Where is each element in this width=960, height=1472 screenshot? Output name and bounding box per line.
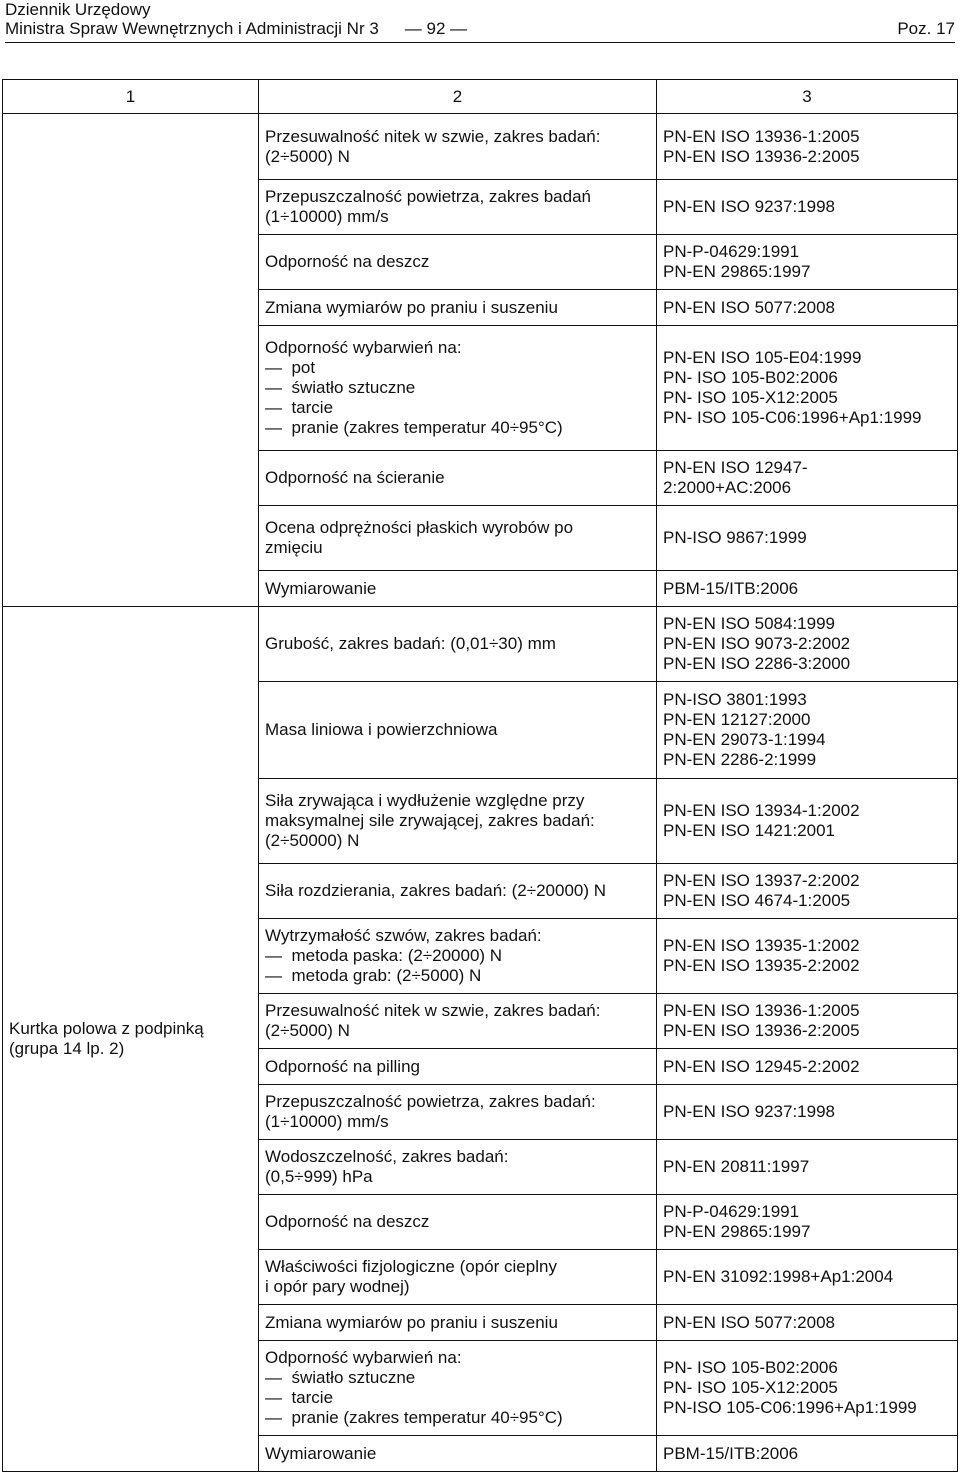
- standard-list: [663, 1437, 951, 1471]
- standard-list: [663, 1195, 951, 1249]
- parameter-line: (1÷10000) mm/s: [265, 1112, 389, 1131]
- standard-cell: [657, 919, 958, 994]
- standard-list: [663, 864, 951, 918]
- parameter-line: Grubość, zakres badań: (0,01÷30) mm: [265, 634, 556, 653]
- parameter-line: Zmiana wymiarów po praniu i suszeniu: [265, 1312, 558, 1332]
- standard-code: PN-EN ISO 105-E04:1999: [663, 348, 862, 367]
- parameter-line: maksymalnej sile zrywającej, zakres badań:: [265, 811, 595, 830]
- standard-list: [663, 235, 951, 289]
- parameter-line: (2÷50000) N: [265, 831, 360, 850]
- parameter-text: [265, 1205, 650, 1239]
- parameter-cell: [259, 506, 657, 571]
- standard-cell: [657, 1085, 958, 1140]
- standard-list: [663, 572, 951, 606]
- standard-code: PN-EN 20811:1997: [663, 1157, 810, 1176]
- parameter-subitem: — światło sztuczne: [265, 378, 650, 398]
- standard-code: PN- ISO 105-B02:2006: [663, 1358, 838, 1377]
- standard-code: PN-EN 12127:2000: [663, 710, 811, 729]
- standard-cell: [657, 1305, 958, 1341]
- standard-cell: [657, 451, 958, 506]
- parameter-cell: [259, 326, 657, 451]
- standard-code: PN-EN ISO 1421:2001: [663, 821, 835, 840]
- standard-cell: [657, 1195, 958, 1250]
- standard-cell: [657, 607, 958, 682]
- standard-list: [663, 341, 951, 435]
- parameter-cell: [259, 779, 657, 864]
- standard-code: PN-ISO 105-C06:1996+Ap1:1999: [663, 1398, 917, 1417]
- standard-list: [663, 1050, 951, 1084]
- parameter-text: [265, 572, 650, 606]
- parameter-line: Wytrzymałość szwów, zakres badań:: [265, 926, 542, 945]
- column-header-1: 1: [3, 80, 259, 114]
- item-cell: [3, 607, 259, 1472]
- parameter-text: [265, 245, 650, 279]
- parameter-cell: [259, 235, 657, 290]
- parameter-line: i opór pary wodnej): [265, 1277, 410, 1296]
- standard-code: PN-EN ISO 9237:1998: [663, 197, 835, 216]
- standard-code: PN- ISO 105-C06:1996+Ap1:1999: [663, 408, 922, 427]
- parameter-subitem: — tarcie: [265, 1388, 650, 1408]
- parameter-line: Odporność na deszcz: [265, 1212, 430, 1231]
- parameter-text: [265, 919, 650, 993]
- parameter-cell: [259, 1195, 657, 1250]
- publisher-name: Ministra Spraw Wewnętrznych i Administracji Nr 3: [5, 19, 379, 38]
- item-line: Kurtka polowa z podpinką: [9, 1019, 204, 1038]
- item-line: (grupa 14 lp. 2): [9, 1039, 125, 1058]
- parameter-text: [265, 784, 650, 858]
- parameter-cell: [259, 1049, 657, 1085]
- parameter-cell: [259, 919, 657, 994]
- parameter-text: [265, 461, 650, 495]
- standard-cell: [657, 779, 958, 864]
- standard-cell: [657, 994, 958, 1049]
- standard-list: [663, 994, 951, 1048]
- parameter-line: Przesuwalność nitek w szwie, zakres badań:: [265, 126, 601, 146]
- parameter-line: Ocena odprężności płaskich wyrobów po: [265, 518, 574, 537]
- standard-code: PN-EN 29865:1997: [663, 1222, 811, 1241]
- standard-code: PN-EN ISO 9073-2:2002: [663, 634, 851, 653]
- parameter-text: [265, 180, 650, 234]
- header-rule: [5, 42, 955, 43]
- parameter-subitem: — metoda paska: (2÷20000) N: [265, 946, 650, 966]
- table-row: [3, 114, 958, 180]
- parameter-cell: [259, 1140, 657, 1195]
- parameter-line: Odporność wybarwień na:: [265, 1348, 462, 1367]
- standard-code: PN-ISO 3801:1993: [663, 690, 807, 709]
- standard-code: 2:2000+AC:2006: [663, 478, 792, 497]
- standards-table: [2, 79, 958, 1472]
- parameter-line: (0,5÷999) hPa: [265, 1167, 373, 1186]
- parameter-text: [265, 1250, 650, 1304]
- standard-cell: [657, 1049, 958, 1085]
- standard-code: PN-EN ISO 13936-1:2005: [663, 1001, 860, 1020]
- parameter-subitem: — światło sztuczne: [265, 1368, 650, 1388]
- standard-code: PN-EN ISO 13936-2:2005: [663, 1021, 860, 1040]
- table-body: [3, 114, 958, 1472]
- parameter-line: Siła rozdzierania, zakres badań: (2÷20000) N: [265, 881, 607, 900]
- standard-code: PN-EN 31092:1998+Ap1:2004: [663, 1267, 894, 1286]
- parameter-subitem: — pranie (zakres temperatur 40÷95°C): [265, 1408, 650, 1428]
- column-header-3: 3: [657, 80, 958, 114]
- standard-code: PN-EN ISO 5077:2008: [663, 297, 835, 317]
- standard-code: PN-EN 29865:1997: [663, 262, 811, 281]
- standard-cell: [657, 1140, 958, 1195]
- parameter-cell: [259, 682, 657, 779]
- parameter-text: [265, 713, 650, 747]
- standard-code: PN-EN ISO 13935-2:2002: [663, 956, 860, 975]
- standard-list: [663, 120, 951, 174]
- standard-code: PN-EN 29073-1:1994: [663, 730, 826, 749]
- standard-code: PN-EN ISO 12947-: [663, 458, 808, 477]
- standard-code: PN-EN ISO 5084:1999: [663, 614, 835, 633]
- parameter-cell: [259, 1436, 657, 1472]
- standard-code: PN- ISO 105-B02:2006: [663, 368, 838, 387]
- parameter-line: Przepuszczalność powietrza, zakres badań:: [265, 1092, 596, 1111]
- parameter-cell: [259, 1305, 657, 1341]
- standard-list: [663, 521, 951, 555]
- standard-code: PN-EN ISO 2286-3:2000: [663, 654, 851, 673]
- standard-cell: [657, 1436, 958, 1472]
- parameter-text: [265, 627, 650, 661]
- standard-list: [663, 929, 951, 983]
- item-cell: [3, 114, 259, 607]
- standard-list: [663, 451, 951, 505]
- parameter-line: Wymiarowanie: [265, 578, 377, 598]
- standard-code: PBM-15/ITB:2006: [663, 578, 799, 598]
- standard-list: [663, 291, 951, 325]
- parameter-line: Siła zrywająca i wydłużenie względne przy: [265, 791, 585, 810]
- parameter-cell: [259, 1250, 657, 1305]
- parameter-text: [265, 511, 650, 565]
- parameter-line: Odporność na ścieranie: [265, 468, 445, 487]
- standard-list: [663, 190, 951, 224]
- standard-cell: [657, 326, 958, 451]
- parameter-cell: [259, 994, 657, 1049]
- standard-list: [663, 1351, 951, 1425]
- parameter-subitem: — tarcie: [265, 398, 650, 418]
- parameter-line: Masa liniowa i powierzchniowa: [265, 720, 498, 739]
- standard-code: PN-EN ISO 13934-1:2002: [663, 801, 860, 820]
- parameter-text: [265, 874, 650, 908]
- parameter-line: Wodoszczelność, zakres badań:: [265, 1147, 509, 1166]
- standard-cell: [657, 180, 958, 235]
- standard-code: PN-EN 2286-2:1999: [663, 750, 817, 769]
- parameter-line: Odporność na pilling: [265, 1056, 420, 1076]
- standard-code: PN- ISO 105-X12:2005: [663, 1378, 838, 1397]
- parameter-line: Wymiarowanie: [265, 1443, 377, 1463]
- parameter-text: [265, 1341, 650, 1435]
- parameter-subitem: — pot: [265, 358, 650, 378]
- standard-cell: [657, 682, 958, 779]
- parameter-line: Przesuwalność nitek w szwie, zakres badań:: [265, 1001, 601, 1020]
- table-header-row: [3, 80, 958, 114]
- parameter-cell: [259, 290, 657, 326]
- header-line-2: [5, 19, 467, 38]
- parameter-cell: [259, 180, 657, 235]
- parameter-line: zmięciu: [265, 538, 323, 557]
- position-number: Poz. 17: [897, 19, 955, 38]
- standard-cell: [657, 1341, 958, 1436]
- standard-list: [663, 1260, 951, 1294]
- standard-cell: [657, 571, 958, 607]
- parameter-text: [265, 291, 650, 325]
- standard-code: PN-EN ISO 13936-2:2005: [663, 146, 860, 166]
- parameter-text: [265, 1437, 650, 1471]
- parameter-line: Właściwości fizjologiczne (opór cieplny: [265, 1257, 557, 1276]
- standard-code: PN-ISO 9867:1999: [663, 528, 807, 547]
- standard-code: PN-EN ISO 13936-1:2005: [663, 126, 860, 146]
- standard-code: PN-P-04629:1991: [663, 1202, 800, 1221]
- standard-code: PN-P-04629:1991: [663, 242, 800, 261]
- parameter-text: [265, 1140, 650, 1194]
- standard-cell: [657, 114, 958, 180]
- parameter-cell: [259, 451, 657, 506]
- parameter-cell: [259, 1341, 657, 1436]
- parameter-cell: [259, 1085, 657, 1140]
- standard-list: [663, 1306, 951, 1340]
- standard-code: PN-EN ISO 13937-2:2002: [663, 871, 860, 890]
- parameter-line: Odporność wybarwień na:: [265, 338, 462, 357]
- standard-list: [663, 794, 951, 848]
- parameter-line: Odporność na deszcz: [265, 252, 430, 271]
- standard-cell: [657, 506, 958, 571]
- standard-code: PN-EN ISO 12945-2:2002: [663, 1056, 860, 1076]
- standard-code: PN-EN ISO 4674-1:2005: [663, 891, 851, 910]
- standard-list: [663, 1150, 951, 1184]
- column-header-2: 2: [259, 80, 657, 114]
- parameter-line: Zmiana wymiarów po praniu i suszeniu: [265, 297, 558, 317]
- parameter-subitem: — metoda grab: (2÷5000) N: [265, 966, 650, 986]
- table-row: [3, 607, 958, 682]
- page-number: — 92 —: [404, 19, 468, 38]
- parameter-subitem: — pranie (zakres temperatur 40÷95°C): [265, 418, 650, 438]
- parameter-cell: [259, 607, 657, 682]
- standard-list: [663, 683, 951, 777]
- standard-list: [663, 607, 951, 681]
- standard-code: PN-EN ISO 9237:1998: [663, 1102, 835, 1121]
- parameter-text: [265, 120, 650, 174]
- standard-cell: [657, 235, 958, 290]
- parameter-text: [265, 1306, 650, 1340]
- standard-code: PN- ISO 105-X12:2005: [663, 388, 838, 407]
- standard-cell: [657, 1250, 958, 1305]
- parameter-line: (1÷10000) mm/s: [265, 207, 389, 226]
- parameter-text: [265, 994, 650, 1048]
- parameter-line: Przepuszczalność powietrza, zakres badań: [265, 187, 591, 206]
- parameter-cell: [259, 114, 657, 180]
- journal-name: Dziennik Urzędowy: [5, 0, 151, 19]
- page-header: [5, 0, 955, 44]
- standard-code: PN-EN ISO 13935-1:2002: [663, 936, 860, 955]
- parameter-text: [265, 1085, 650, 1139]
- parameter-cell: [259, 571, 657, 607]
- parameter-text: [265, 331, 650, 445]
- standard-code: PBM-15/ITB:2006: [663, 1443, 799, 1463]
- parameter-line: (2÷5000) N: [265, 146, 350, 166]
- standard-code: PN-EN ISO 5077:2008: [663, 1312, 835, 1332]
- parameter-text: [265, 1050, 650, 1084]
- standard-cell: [657, 290, 958, 326]
- parameter-line: (2÷5000) N: [265, 1021, 350, 1040]
- parameter-cell: [259, 864, 657, 919]
- standard-list: [663, 1095, 951, 1129]
- standard-cell: [657, 864, 958, 919]
